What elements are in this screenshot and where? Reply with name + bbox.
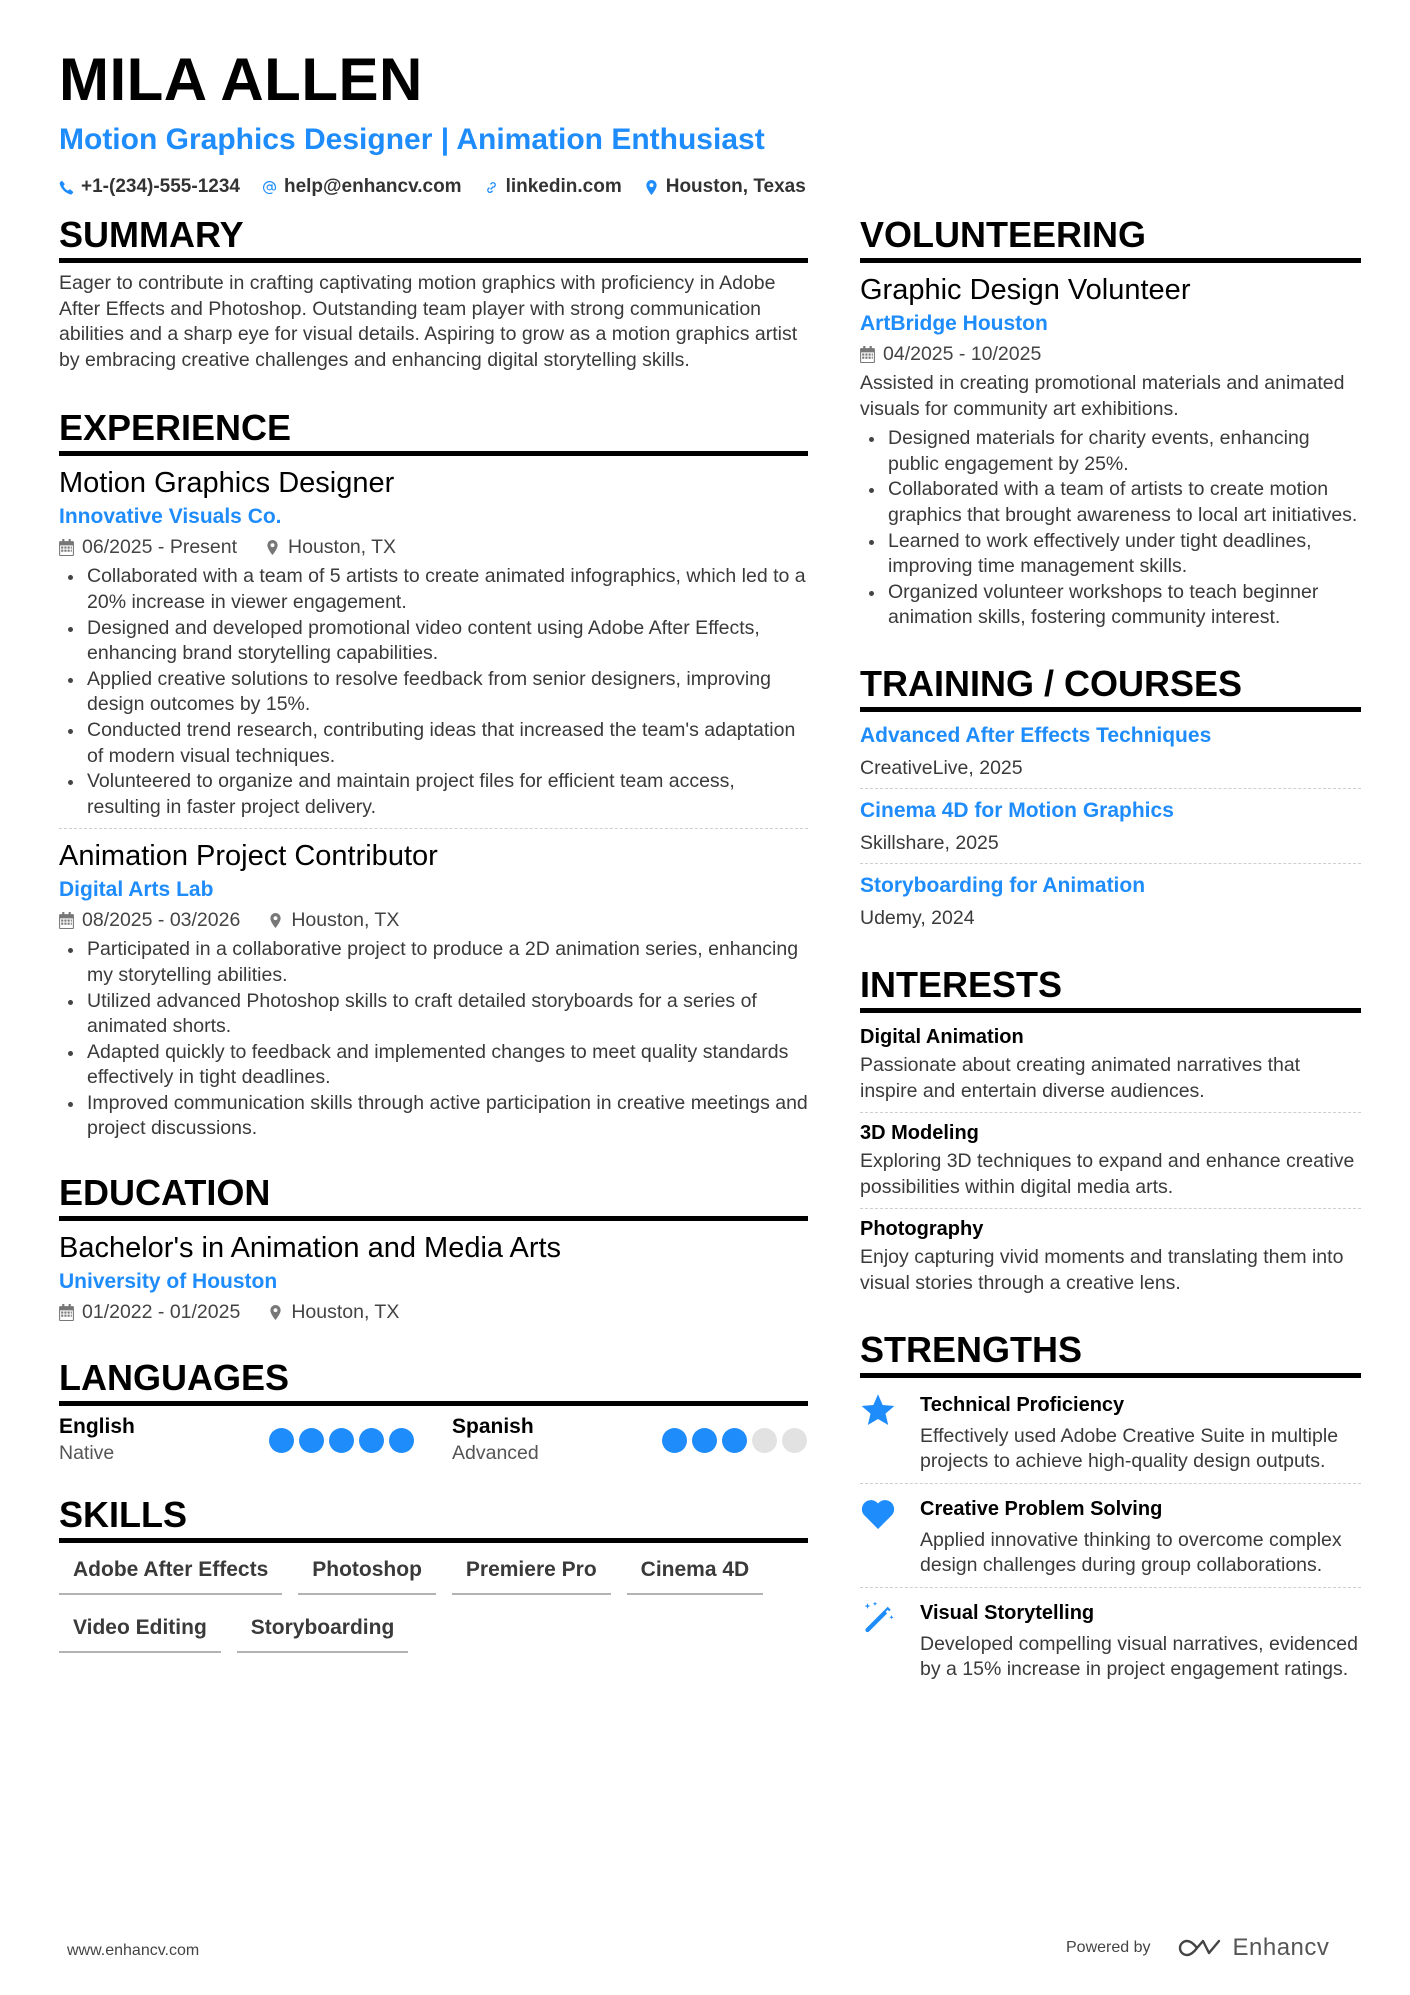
magic-wand-icon — [860, 1600, 896, 1636]
job-meta — [59, 532, 808, 562]
section-title-summary: SUMMARY — [59, 214, 808, 263]
skill-tag: Adobe After Effects — [59, 1553, 282, 1595]
calendar-icon — [59, 1304, 74, 1321]
contact-phone[interactable] — [59, 176, 240, 198]
course-provider: Udemy, 2024 — [860, 906, 975, 929]
skills-section — [59, 1494, 808, 1653]
entry-divider — [860, 1587, 1361, 1588]
skill-tag: Photoshop — [298, 1553, 436, 1595]
volunteer-meta — [860, 339, 1361, 369]
heart-icon — [860, 1496, 896, 1532]
education-location-text: Houston, TX — [291, 1301, 400, 1324]
bullet-item: Volunteered to organize and maintain project files for efficient team access, resulting in faster project delivery. — [59, 769, 808, 820]
location-pin-icon — [265, 539, 280, 556]
volunteer-org: ArtBridge Houston — [860, 312, 1048, 335]
footer-website[interactable]: www.enhancv.com — [67, 1942, 200, 1959]
strength-body — [920, 1386, 1361, 1475]
entry-divider — [860, 1208, 1361, 1209]
contact-location-text: Houston, Texas — [665, 176, 806, 197]
strengths-section — [860, 1329, 1361, 1684]
school-name: University of Houston — [59, 1270, 278, 1294]
course-item — [860, 720, 1361, 784]
interest-title: Digital Animation — [860, 1025, 1024, 1048]
location-pin-icon — [644, 179, 659, 196]
entry-divider — [59, 828, 808, 829]
brand-name: Enhancv — [1232, 1934, 1330, 1961]
rating-dot-filled — [692, 1428, 717, 1453]
powered-by-label: Powered by — [1066, 1939, 1151, 1956]
section-title-volunteering: VOLUNTEERING — [860, 214, 1361, 263]
strength-item — [860, 1594, 1361, 1683]
course-title: Storyboarding for Animation — [860, 873, 1146, 897]
strength-icon-wrap — [860, 1594, 898, 1683]
strength-body — [920, 1490, 1361, 1579]
company-name: Digital Arts Lab — [59, 878, 214, 902]
summary-section — [59, 214, 808, 373]
bullet-item: Improved communication skills through active participation in creative meetings and project discussions. — [59, 1091, 808, 1142]
strength-icon-wrap — [860, 1386, 898, 1475]
interest-desc: Passionate about creating animated narratives that inspire and entertain diverse audiences. — [860, 1053, 1301, 1102]
strength-title: Creative Problem Solving — [920, 1497, 1163, 1520]
footer-branding — [1066, 1934, 1329, 1962]
contact-linkedin[interactable] — [484, 176, 622, 198]
degree-title: Bachelor's in Animation and Media Arts — [59, 1232, 562, 1265]
strength-item — [860, 1386, 1361, 1475]
contact-email[interactable] — [262, 176, 462, 198]
bullet-item: Collaborated with a team of 5 artists to create animated infographics, which led to a 20% increase in viewer engagement. — [59, 564, 808, 615]
course-item — [860, 795, 1361, 859]
link-icon — [484, 179, 499, 196]
job-bullets — [59, 564, 808, 820]
rating-dot-filled — [662, 1428, 687, 1453]
strength-desc: Effectively used Adobe Creative Suite in multiple projects to achieve high-quality design outputs. — [920, 1424, 1339, 1473]
education-meta — [59, 1297, 808, 1327]
languages-section — [59, 1357, 808, 1466]
strength-desc: Developed compelling visual narratives, evidenced by a 15% increase in project engagement ratings. — [920, 1632, 1358, 1681]
job-location-text: Houston, TX — [288, 536, 397, 559]
language-text — [59, 1414, 135, 1466]
contact-linkedin-text: linkedin.com — [505, 176, 622, 197]
experience-section — [59, 407, 808, 1142]
contact-phone-text: +1-(234)-555-1234 — [81, 176, 240, 197]
training-section — [860, 663, 1361, 934]
interests-section — [860, 964, 1361, 1297]
section-title-education: EDUCATION — [59, 1172, 808, 1221]
interest-item — [860, 1213, 1361, 1296]
language-name: English — [59, 1415, 135, 1439]
location-pin-icon — [268, 1304, 283, 1321]
job-bullets — [59, 937, 808, 1142]
course-title: Advanced After Effects Techniques — [860, 723, 1212, 747]
calendar-icon — [59, 912, 74, 929]
interest-desc: Enjoy capturing vivid moments and translating them into visual stories through a creative lens. — [860, 1246, 1344, 1294]
bullet-item: Adapted quickly to feedback and implemented changes to meet quality standards effectively in tight deadlines. — [59, 1040, 808, 1091]
language-level: Native — [59, 1442, 115, 1465]
language-name: Spanish — [452, 1415, 534, 1439]
entry-divider — [860, 1112, 1361, 1113]
resume-header — [59, 44, 1359, 198]
job-dates — [59, 532, 237, 562]
job-title: Motion Graphics Designer — [59, 467, 395, 500]
strength-icon-wrap — [860, 1490, 898, 1579]
job-dates-text: 06/2025 - Present — [82, 536, 238, 559]
strength-item — [860, 1490, 1361, 1579]
volunteer-description: Assisted in creating promotional materials and animated visuals for community art exhibitions. — [860, 372, 1345, 420]
strength-desc: Applied innovative thinking to overcome complex design challenges during group collaborations. — [920, 1528, 1342, 1577]
job-location — [268, 905, 399, 935]
course-provider: Skillshare, 2025 — [860, 831, 999, 854]
enhancv-logo[interactable] — [1177, 1934, 1330, 1962]
job-dates-text: 08/2025 - 03/2026 — [82, 909, 241, 932]
strength-title: Visual Storytelling — [920, 1601, 1095, 1624]
education-dates-text: 01/2022 - 01/2025 — [82, 1301, 241, 1324]
skill-tag: Cinema 4D — [627, 1553, 764, 1595]
calendar-icon — [860, 346, 875, 363]
bullet-item: Utilized advanced Photoshop skills to craft detailed storyboards for a series of animated shorts. — [59, 989, 808, 1040]
language-item — [452, 1414, 807, 1466]
strength-title: Technical Proficiency — [920, 1393, 1125, 1416]
course-title: Cinema 4D for Motion Graphics — [860, 798, 1174, 822]
education-section — [59, 1172, 808, 1327]
entry-divider — [860, 863, 1361, 864]
volunteering-section — [860, 214, 1361, 631]
rating-dot-filled — [329, 1428, 354, 1453]
bullet-item: Designed materials for charity events, enhancing public engagement by 25%. — [860, 426, 1361, 477]
language-item — [59, 1414, 414, 1466]
education-location — [268, 1297, 399, 1327]
bullet-item: Conducted trend research, contributing ideas that increased the team's adaptation of modern visual techniques. — [59, 718, 808, 769]
strength-body — [920, 1594, 1361, 1683]
bullet-item: Collaborated with a team of artists to create motion graphics that brought awareness to local art initiatives. — [860, 477, 1361, 528]
rating-dot-filled — [269, 1428, 294, 1453]
education-dates — [59, 1297, 240, 1327]
volunteer-role: Graphic Design Volunteer — [860, 274, 1191, 306]
job-dates — [59, 905, 240, 935]
job-title: Animation Project Contributor — [59, 840, 438, 873]
interest-item — [860, 1021, 1361, 1104]
right-column — [860, 214, 1361, 1709]
skill-tag: Video Editing — [59, 1611, 221, 1653]
enhancv-logo-icon — [1177, 1936, 1223, 1960]
rating-dot-empty — [782, 1428, 807, 1453]
company-name: Innovative Visuals Co. — [59, 505, 282, 529]
experience-entry — [59, 837, 808, 1142]
calendar-icon — [59, 539, 74, 556]
volunteer-bullets — [860, 426, 1361, 631]
section-title-training: TRAINING / COURSES — [860, 663, 1361, 712]
volunteer-dates-text: 04/2025 - 10/2025 — [883, 343, 1042, 365]
bullet-item: Organized volunteer workshops to teach beginner animation skills, fostering community interest. — [860, 580, 1361, 631]
entry-divider — [860, 1483, 1361, 1484]
section-title-strengths: STRENGTHS — [860, 1329, 1361, 1378]
job-location-text: Houston, TX — [291, 909, 400, 932]
left-column — [59, 214, 808, 1679]
phone-icon — [59, 179, 74, 196]
contact-row — [59, 176, 1359, 198]
candidate-name: MILA ALLEN — [59, 46, 423, 113]
entry-divider — [860, 788, 1361, 789]
contact-location — [644, 176, 806, 198]
skill-list — [59, 1553, 808, 1653]
language-text — [452, 1414, 539, 1466]
interest-title: Photography — [860, 1218, 984, 1241]
rating-dot-filled — [359, 1428, 384, 1453]
candidate-headline: Motion Graphics Designer | Animation Enthusiast — [59, 123, 765, 156]
experience-entry — [59, 464, 808, 820]
skill-tag: Premiere Pro — [452, 1553, 611, 1595]
language-rating — [269, 1428, 414, 1453]
job-meta — [59, 905, 808, 935]
bullet-item: Designed and developed promotional video content using Adobe After Effects, enhancing brand storytelling capabilities. — [59, 616, 808, 667]
interest-title: 3D Modeling — [860, 1122, 979, 1145]
star-icon — [860, 1392, 896, 1428]
rating-dot-empty — [752, 1428, 777, 1453]
interest-item — [860, 1117, 1361, 1200]
location-pin-icon — [268, 912, 283, 929]
language-rating — [662, 1428, 807, 1453]
rating-dot-filled — [299, 1428, 324, 1453]
bullet-item: Learned to work effectively under tight deadlines, improving time management skills. — [860, 529, 1361, 580]
section-title-languages: LANGUAGES — [59, 1357, 808, 1406]
job-location — [265, 532, 396, 562]
skill-tag: Storyboarding — [237, 1611, 409, 1653]
section-title-experience: EXPERIENCE — [59, 407, 808, 456]
rating-dot-filled — [389, 1428, 414, 1453]
language-level: Advanced — [452, 1442, 539, 1465]
bullet-item: Applied creative solutions to resolve feedback from senior designers, improving design outcomes by 15%. — [59, 667, 808, 718]
rating-dot-filled — [722, 1428, 747, 1453]
section-title-interests: INTERESTS — [860, 964, 1361, 1013]
course-item — [860, 870, 1361, 934]
language-list — [59, 1414, 808, 1466]
at-icon — [262, 179, 277, 196]
course-provider: CreativeLive, 2025 — [860, 756, 1023, 779]
volunteer-dates — [860, 339, 1041, 369]
bullet-item: Participated in a collaborative project to produce a 2D animation series, enhancing my storytelling abilities. — [59, 937, 808, 988]
interest-desc: Exploring 3D techniques to expand and enhance creative possibilities within digital media arts. — [860, 1150, 1355, 1198]
summary-text: Eager to contribute in crafting captivating motion graphics with proficiency in Adobe After Effects and Photoshop. Outstanding team player with strong communication abilities and a sharp eye for visual details. Aspiring to grow as a motion graphics artist by embracing creative challenges and enhancing digital storytelling skills. — [59, 272, 798, 371]
section-title-skills: SKILLS — [59, 1494, 808, 1543]
contact-email-text: help@enhancv.com — [283, 176, 462, 197]
